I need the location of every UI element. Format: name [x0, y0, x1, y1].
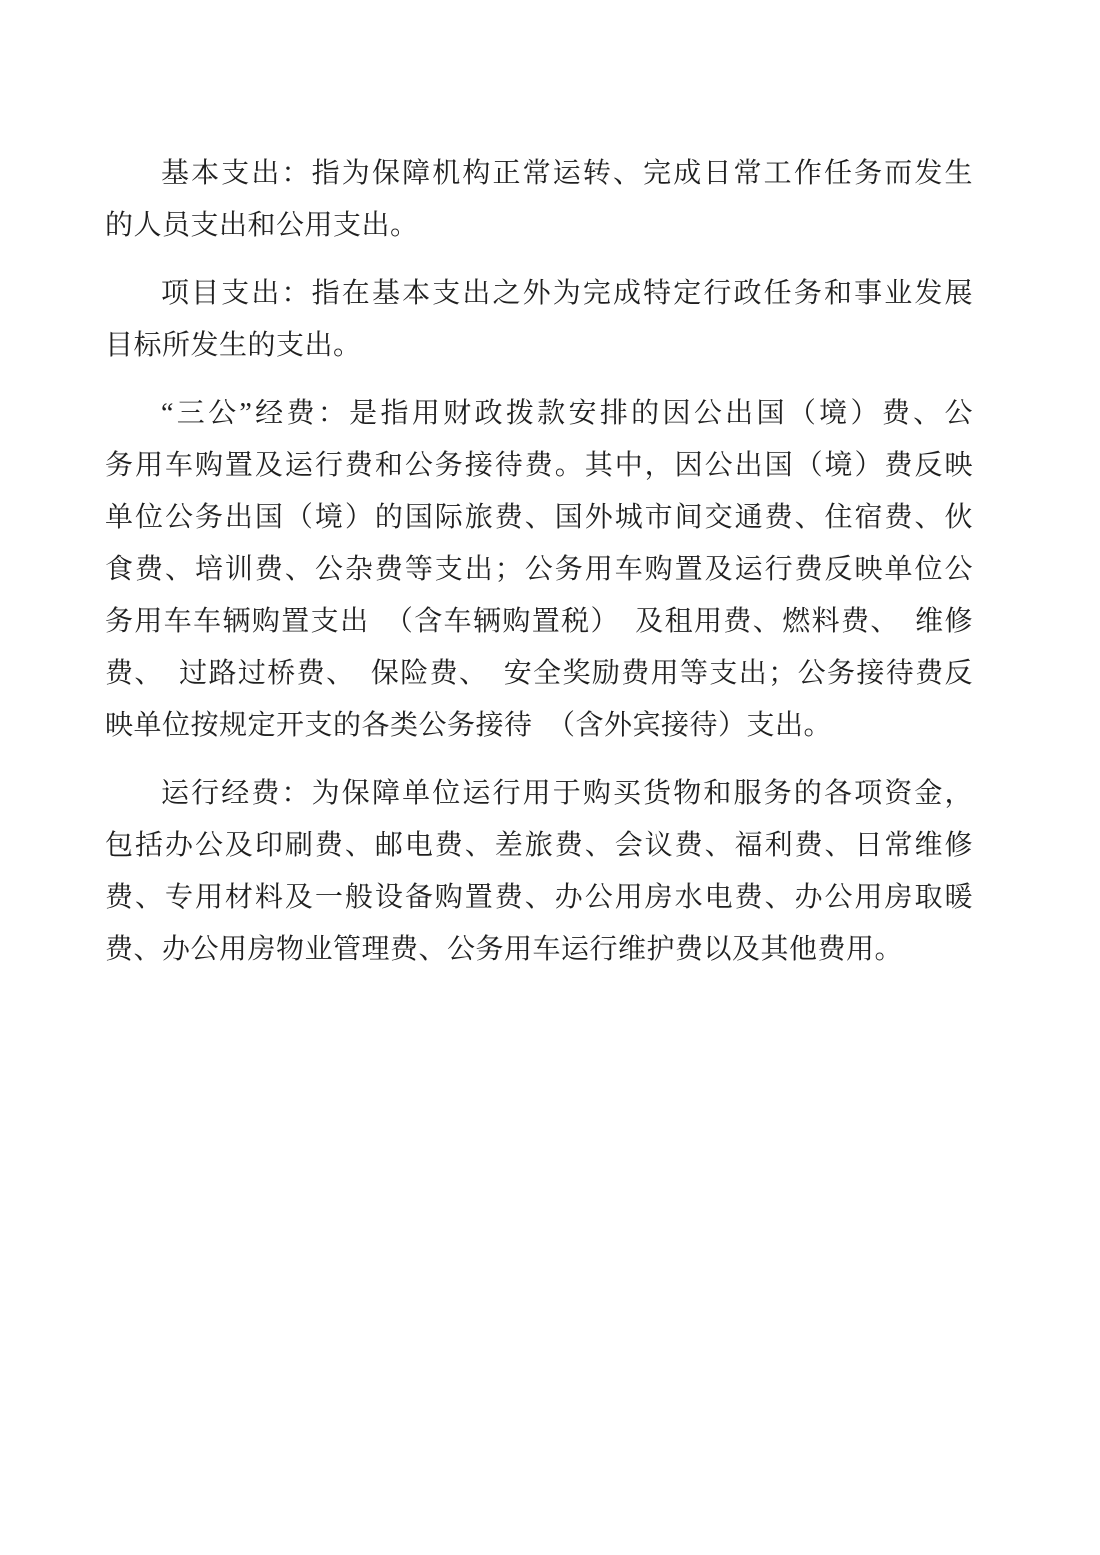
text-line: 务用车购置及运行费和公务接待费。其中，因公出国（境）费反映: [105, 450, 973, 481]
text-line: 单位公务出国（境）的国际旅费、国外城市间交通费、住宿费、伙: [105, 502, 973, 533]
text-line: 目标所发生的支出。: [105, 330, 362, 361]
text-line: 运行经费：为保障单位运行用于购买货物和服务的各项资金，: [161, 778, 973, 809]
text-line: 的人员支出和公用支出。: [105, 210, 419, 241]
paragraph-operating-funds: [105, 768, 973, 976]
paragraph-three-public-funds: [105, 388, 973, 752]
text-line: 务用车车辆购置支出 （含车辆购置税） 及租用费、燃料费、 维修: [105, 606, 973, 637]
text-line: 费、 过路过桥费、 保险费、 安全奖励费用等支出；公务接待费反: [105, 658, 973, 689]
paragraph-basic-expenditure: [105, 148, 973, 252]
text-line: “三公”经费：是指用财政拨款安排的因公出国（境）费、公: [161, 398, 973, 429]
text-line: 基本支出：指为保障机构正常运转、完成日常工作任务而发生: [161, 158, 973, 189]
text-line: 食费、培训费、公杂费等支出；公务用车购置及运行费反映单位公: [105, 554, 973, 585]
text-line: 项目支出：指在基本支出之外为完成特定行政任务和事业发展: [161, 278, 973, 309]
paragraph-project-expenditure: [105, 268, 973, 372]
text-line: 费、专用材料及一般设备购置费、办公用房水电费、办公用房取暖: [105, 882, 973, 913]
text-line: 费、办公用房物业管理费、公务用车运行维护费以及其他费用。: [105, 934, 904, 965]
text-line: 包括办公及印刷费、邮电费、差旅费、会议费、福利费、日常维修: [105, 830, 973, 861]
text-line: 映单位按规定开支的各类公务接待 （含外宾接待）支出。: [105, 710, 833, 741]
